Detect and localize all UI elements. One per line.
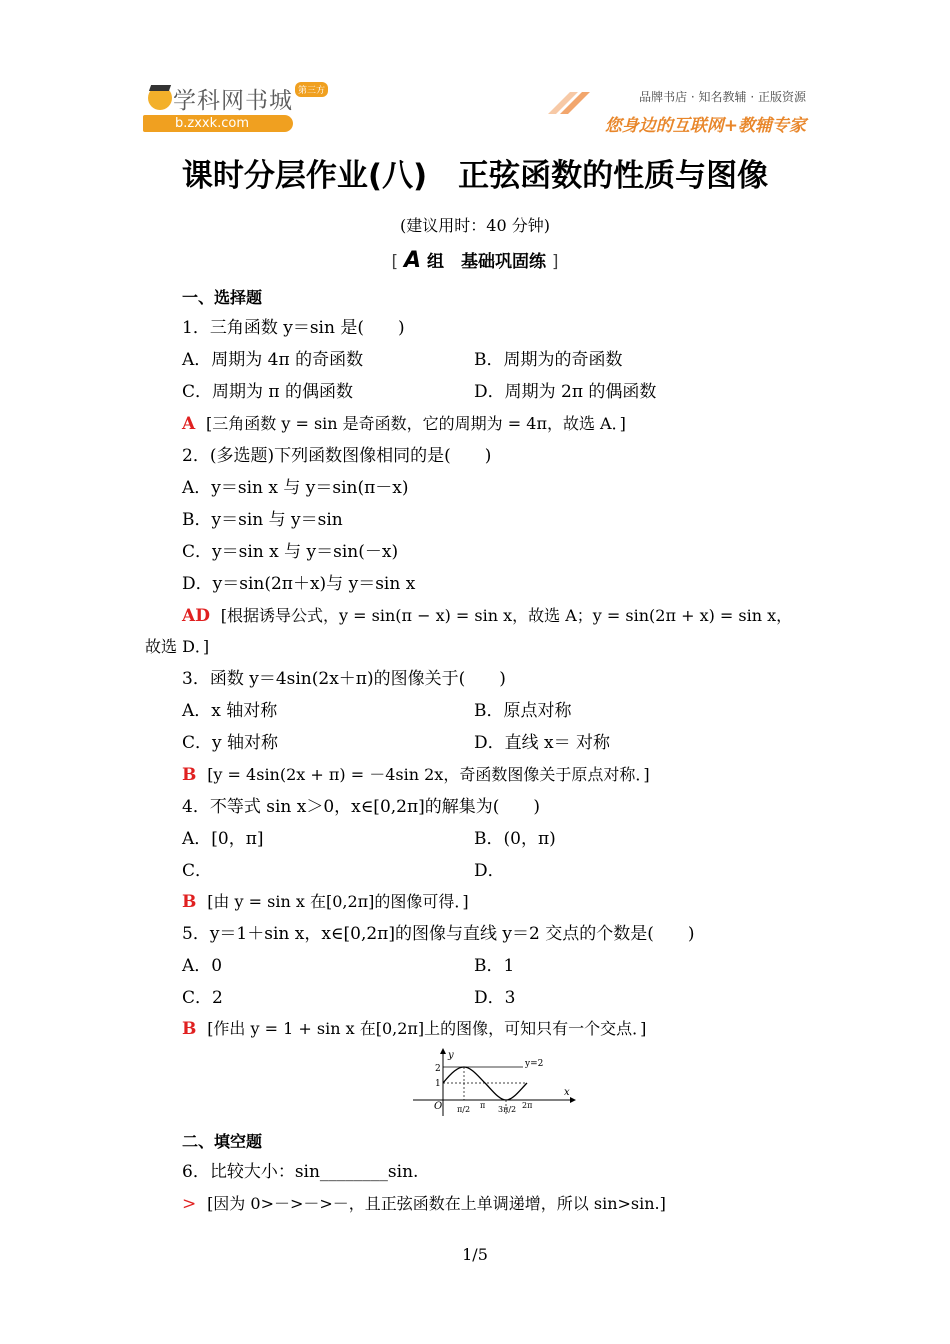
q4-option-b: B．(0，π): [474, 829, 556, 849]
mascot-icon: [148, 86, 172, 110]
q2-explanation-cont: 故选 D．]: [145, 637, 210, 656]
graph-xtick-pi: π: [480, 1101, 486, 1110]
graph-xtick-3half-pi: 3π/2: [498, 1105, 517, 1114]
logo-url: b.zxxk.com: [175, 116, 250, 131]
q5-answer: B: [182, 1019, 197, 1039]
page-number: 1/5: [462, 1245, 488, 1264]
q2-explanation: [根据诱导公式，y = sin(π − x) = sin x，故选 A；y = sin(2π + x) = sin x，: [220, 606, 793, 625]
q2-answer-line: [182, 605, 792, 627]
q2-stem: 2．(多选题)下列函数图像相同的是( ): [182, 446, 492, 466]
y-axis-arrow: [440, 1048, 446, 1054]
q3-option-b: B．原点对称: [474, 701, 572, 721]
slogan-line-2: 您身边的互联网+教辅专家: [604, 116, 806, 136]
q3-option-c: C．y 轴对称: [182, 733, 279, 753]
q5-option-a: A．0: [182, 956, 223, 976]
graph-xtick-2pi: 2π: [522, 1101, 533, 1110]
q1-option-c: C．周期为 π 的偶函数: [182, 382, 353, 402]
section-fill-heading: 二、填空题: [182, 1132, 263, 1151]
q2-option-b: B．y＝sin 与 y＝sin: [182, 510, 343, 530]
q3-answer-line: [182, 764, 650, 786]
q1-answer: A: [182, 414, 196, 434]
q1-option-a: A．周期为 4π 的奇函数: [182, 350, 364, 370]
q2-answer: AD: [182, 606, 210, 626]
q1-answer-line: [182, 413, 626, 435]
q5-stem: 5．y＝1＋sin x，x∈[0,2π]的图像与直线 y＝2 交点的个数是( ): [182, 924, 695, 944]
q1-stem: 1．三角函数 y＝sin 是( ): [182, 318, 405, 338]
q4-option-a: A．[0，π]: [182, 829, 264, 849]
q2-option-a: A．y＝sin x 与 y＝sin(π－x): [182, 478, 409, 498]
q1-option-d: D．周期为 2π 的偶函数: [474, 382, 657, 402]
q3-answer: B: [182, 765, 197, 785]
slogan-line-1: 品牌书店 · 知名教辅 · 正版资源: [639, 90, 806, 104]
graph-line-label: y=2: [525, 1059, 544, 1069]
header-slogan: [605, 88, 806, 136]
section-choice-heading: 一、选择题: [182, 288, 263, 307]
group-letter: A: [404, 248, 422, 273]
q4-explanation: [由 y = sin x 在[0,2π]的图像可得．]: [207, 892, 469, 911]
logo-badge: 第三方: [295, 82, 328, 97]
graph-xtick-half-pi: π/2: [457, 1105, 471, 1114]
bracket-close: ]: [551, 252, 559, 272]
q1-option-b: B．周期为的奇函数: [474, 350, 623, 370]
q6-answer: >: [182, 1194, 197, 1214]
site-logo[interactable]: [143, 82, 328, 134]
q5-option-c: C．2: [182, 988, 223, 1008]
q3-stem: 3．函数 y＝4sin(2x＋π)的图像关于( ): [182, 669, 506, 689]
bracket-open: [: [391, 252, 399, 272]
q6-answer-line: [182, 1193, 666, 1215]
graph-ytick-2: 2: [435, 1064, 441, 1074]
q4-answer: B: [182, 892, 197, 912]
sine-curve: [443, 1067, 527, 1100]
logo-url-bar: [143, 115, 293, 132]
q6-explanation: [因为 0>－>－>－，且正弦函数在上单调递增，所以 sin>sin.]: [207, 1194, 666, 1213]
logo-text: 学科网书城: [173, 88, 293, 114]
stripes-icon: [548, 88, 608, 114]
q1-explanation: [三角函数 y = sin 是奇函数，它的周期为 = 4π，故选 A．]: [206, 414, 626, 433]
q6-stem: 6．比较大小：sin________sin.: [182, 1162, 419, 1182]
page-title: 课时分层作业(八) 正弦函数的性质与图像: [181, 158, 769, 194]
graph-y-label: y: [448, 1050, 454, 1061]
q4-stem: 4．不等式 sin x＞0，x∈[0,2π]的解集为( ): [182, 797, 541, 817]
sine-graph: [408, 1046, 578, 1118]
q2-option-d: D．y＝sin(2π＋x)与 y＝sin x: [182, 574, 416, 594]
q3-option-a: A．x 轴对称: [182, 701, 278, 721]
q5-answer-line: [182, 1018, 646, 1040]
q5-option-b: B．1: [474, 956, 515, 976]
group-label: 组 基础巩固练: [426, 252, 546, 272]
q3-explanation: [y = 4sin(2x + π) = －4sin 2x，奇函数图像关于原点对称．]: [207, 765, 650, 784]
q4-option-c: C．: [182, 861, 213, 881]
graph-ytick-1: 1: [435, 1079, 441, 1089]
page-subtitle: (建议用时：40 分钟): [400, 216, 550, 235]
q2-option-c: C．y＝sin x 与 y＝sin(－x): [182, 542, 399, 562]
q4-option-d: D．: [474, 861, 505, 881]
q4-answer-line: [182, 891, 469, 913]
q5-option-d: D．3: [474, 988, 516, 1008]
q5-explanation: [作出 y = 1 + sin x 在[0,2π]上的图像，可知只有一个交点．]: [207, 1019, 647, 1038]
graph-origin: O: [434, 1101, 443, 1112]
graph-x-label: x: [564, 1087, 570, 1098]
q3-option-d: D．直线 x＝ 对称: [474, 733, 611, 753]
x-axis-arrow: [570, 1097, 576, 1103]
group-heading: [0, 247, 950, 273]
